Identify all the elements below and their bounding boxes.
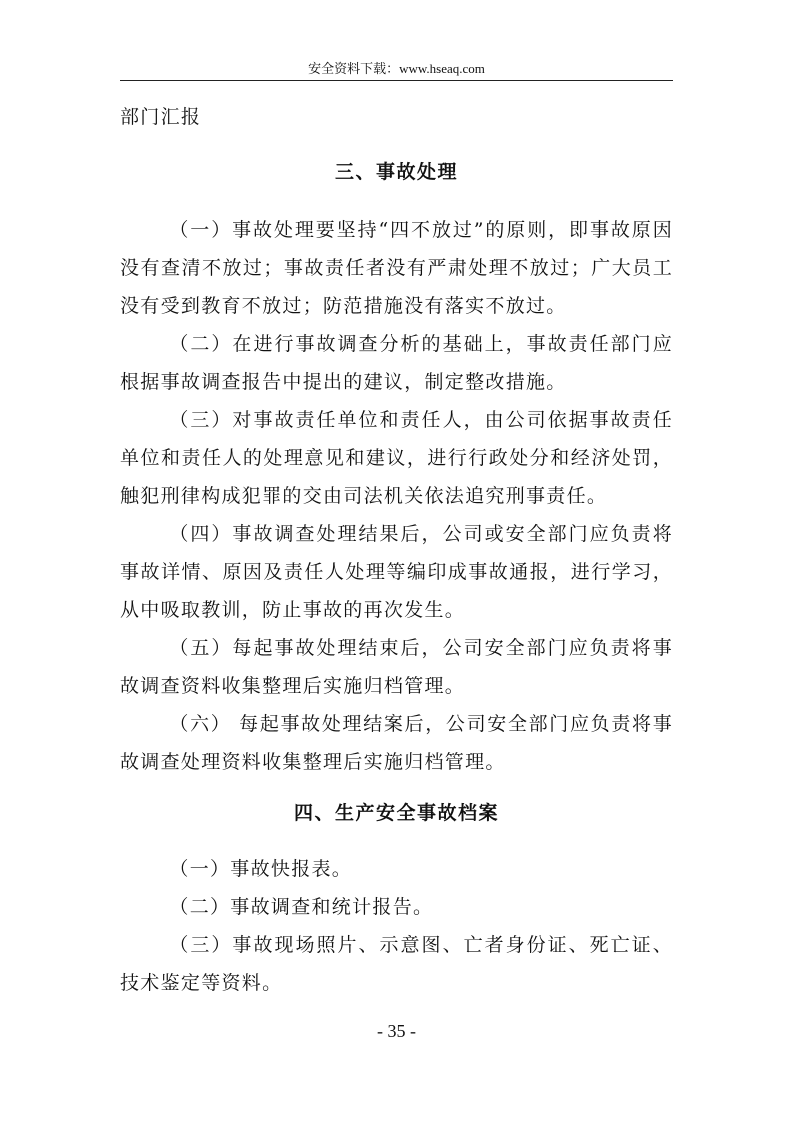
document-body: [120, 98, 673, 1002]
header-website-text: 安全资料下载：www.hseaq.com: [308, 61, 485, 76]
paragraph-4-1: （一）事故快报表。: [169, 858, 353, 880]
paragraph-4-3: （三）事故现场照片、示意图、亡者身份证、死亡证、技术鉴定等资料。: [120, 934, 673, 994]
paragraph-3-1: （一）事故处理要坚持“四不放过”的原则，即事故原因没有查清不放过；事故责任者没有严肃处理不放过；广大员工没有受到教育不放过；防范措施没有落实不放过。: [120, 219, 673, 317]
page-number: - 35 -: [377, 1021, 416, 1041]
section-title-accident-handling: 三、事故处理: [334, 161, 458, 183]
section-title-accident-archive: 四、生产安全事故档案: [293, 802, 499, 824]
paragraph-3-3: （三）对事故责任单位和责任人，由公司依据事故责任单位和责任人的处理意见和建议，进行行政处分和经济处罚，触犯刑律构成犯罪的交由司法机关依法追究刑事责任。: [120, 409, 673, 507]
paragraph-3-5: （五）每起事故处理结束后，公司安全部门应负责将事故调查资料收集整理后实施归档管理。: [120, 637, 673, 697]
paragraph-3-6: （六） 每起事故处理结案后，公司安全部门应负责将事故调查处理资料收集整理后实施归档管理。: [120, 713, 673, 773]
page-header: [120, 58, 673, 81]
intro-line: 部门汇报: [120, 106, 202, 128]
paragraph-3-2: （二）在进行事故调查分析的基础上，事故责任部门应根据事故调查报告中提出的建议，制定整改措施。: [120, 333, 673, 393]
paragraph-3-4: （四）事故调查处理结果后，公司或安全部门应负责将事故详情、原因及责任人处理等编印成事故通报，进行学习，从中吸取教训，防止事故的再次发生。: [120, 523, 673, 621]
paragraph-4-2: （二）事故调查和统计报告。: [169, 896, 434, 918]
